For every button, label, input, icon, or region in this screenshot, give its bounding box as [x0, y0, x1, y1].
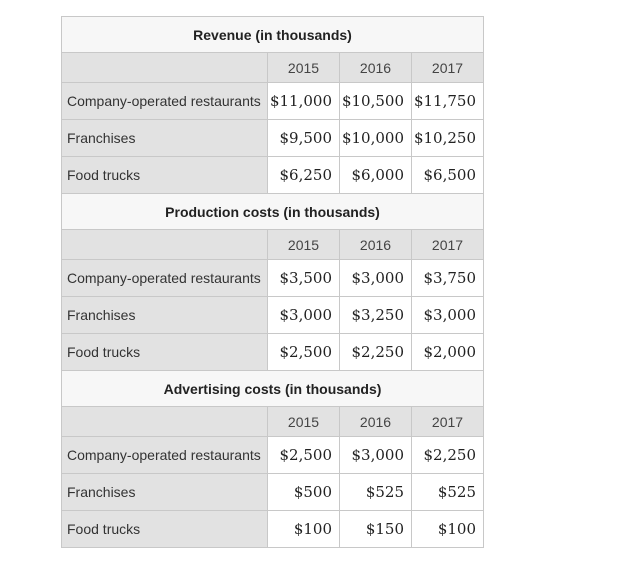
year-cell: 2016 [340, 230, 412, 260]
value-cell: $10,250 [412, 120, 484, 157]
year-cell: 2016 [340, 407, 412, 437]
year-header-row [62, 53, 484, 83]
value-cell: $150 [340, 511, 412, 548]
year-cell: 2015 [268, 230, 340, 260]
table-row [62, 83, 484, 120]
table-row [62, 334, 484, 371]
value-cell: $2,250 [412, 437, 484, 474]
value-cell: $2,250 [340, 334, 412, 371]
row-label: Company-operated restaurants [62, 83, 268, 120]
year-header-row [62, 407, 484, 437]
value-cell: $525 [340, 474, 412, 511]
value-cell: $9,500 [268, 120, 340, 157]
table-row [62, 511, 484, 548]
value-cell: $100 [268, 511, 340, 548]
value-cell: $11,750 [412, 83, 484, 120]
value-cell: $2,000 [412, 334, 484, 371]
row-label: Company-operated restaurants [62, 437, 268, 474]
value-cell: $500 [268, 474, 340, 511]
section-title: Production costs (in thousands) [62, 194, 484, 230]
year-cell: 2017 [412, 407, 484, 437]
year-cell: 2017 [412, 53, 484, 83]
table-row [62, 437, 484, 474]
section-header-advertising [62, 371, 484, 407]
table-row [62, 474, 484, 511]
row-label: Food trucks [62, 334, 268, 371]
section-title: Revenue (in thousands) [62, 17, 484, 53]
blank-cell [62, 230, 268, 260]
financial-table [61, 16, 484, 548]
row-label: Franchises [62, 474, 268, 511]
value-cell: $3,250 [340, 297, 412, 334]
value-cell: $10,500 [340, 83, 412, 120]
value-cell: $2,500 [268, 437, 340, 474]
value-cell: $3,000 [412, 297, 484, 334]
value-cell: $3,000 [268, 297, 340, 334]
value-cell: $525 [412, 474, 484, 511]
row-label: Franchises [62, 297, 268, 334]
value-cell: $6,000 [340, 157, 412, 194]
value-cell: $3,000 [340, 437, 412, 474]
row-label: Food trucks [62, 157, 268, 194]
value-cell: $10,000 [340, 120, 412, 157]
table-row [62, 297, 484, 334]
value-cell: $6,500 [412, 157, 484, 194]
table-row [62, 260, 484, 297]
row-label: Company-operated restaurants [62, 260, 268, 297]
section-title: Advertising costs (in thousands) [62, 371, 484, 407]
value-cell: $2,500 [268, 334, 340, 371]
year-cell: 2015 [268, 407, 340, 437]
section-header-revenue [62, 17, 484, 53]
row-label: Food trucks [62, 511, 268, 548]
value-cell: $6,250 [268, 157, 340, 194]
value-cell: $3,000 [340, 260, 412, 297]
blank-cell [62, 53, 268, 83]
table-row [62, 120, 484, 157]
year-header-row [62, 230, 484, 260]
blank-cell [62, 407, 268, 437]
value-cell: $3,500 [268, 260, 340, 297]
value-cell: $100 [412, 511, 484, 548]
year-cell: 2016 [340, 53, 412, 83]
year-cell: 2017 [412, 230, 484, 260]
section-header-production [62, 194, 484, 230]
value-cell: $3,750 [412, 260, 484, 297]
table-row [62, 157, 484, 194]
value-cell: $11,000 [268, 83, 340, 120]
row-label: Franchises [62, 120, 268, 157]
year-cell: 2015 [268, 53, 340, 83]
